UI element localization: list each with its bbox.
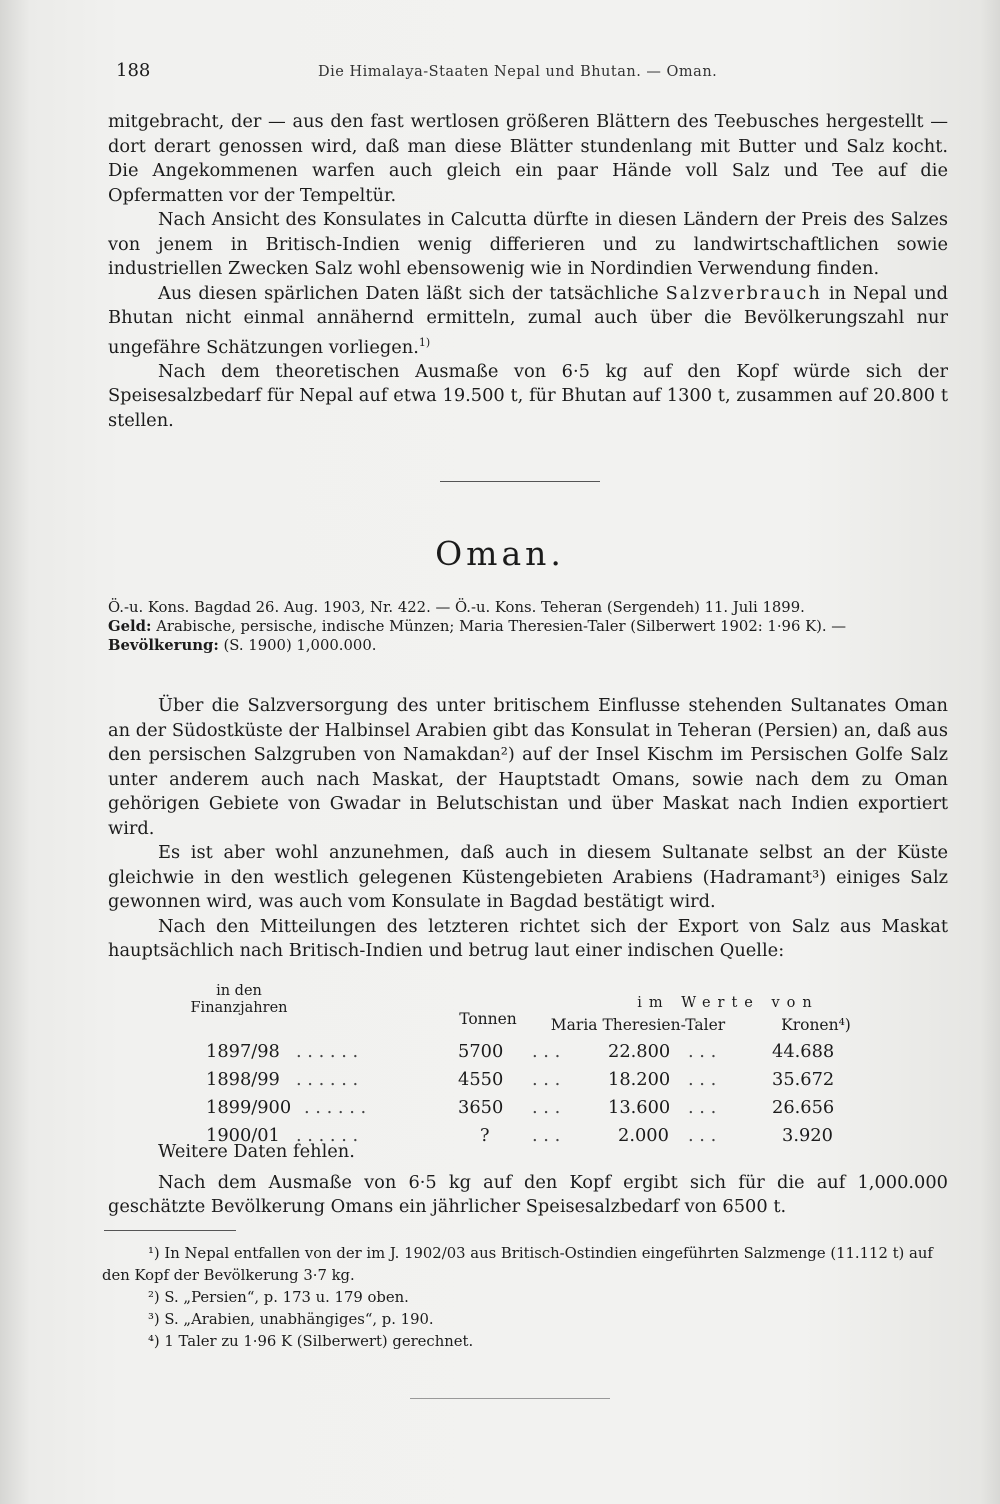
leader-dots: . . . bbox=[532, 1125, 561, 1146]
leader-dots: . . . bbox=[688, 1097, 717, 1118]
geld-text: Arabische, persische, indische Münzen; Maria Theresien-Taler (Silberwert 1902: 1·96 K). — bbox=[151, 618, 847, 635]
nepal-section bbox=[108, 110, 948, 433]
cell-taler: 22.800 bbox=[608, 1041, 671, 1062]
footnote: ⁴) 1 Taler zu 1·96 K (Silberwert) gerechnet. bbox=[148, 1333, 474, 1350]
text-span: in Nepal und Bhutan nicht einmal annähernd ermitteln, zumal auch über die Bevölkerungszahl nur ungefähre Schätzungen vorliegen. bbox=[108, 282, 948, 358]
cell-tonnen: 3650 bbox=[458, 1097, 504, 1118]
leader-dots: . . . bbox=[688, 1069, 717, 1090]
cell-year: 1898/99 bbox=[206, 1069, 280, 1090]
cell-year: 1900/01 bbox=[206, 1125, 280, 1146]
table-header-taler: Maria Theresien-Taler bbox=[550, 1016, 726, 1034]
cell-tonnen: 5700 bbox=[458, 1041, 504, 1062]
cell-taler: 13.600 bbox=[608, 1097, 671, 1118]
page-number: 188 bbox=[116, 60, 151, 81]
leader-dots: . . . bbox=[532, 1069, 561, 1090]
leader-dots: . . . bbox=[532, 1041, 561, 1062]
source-line bbox=[108, 617, 948, 636]
running-title: Die Himalaya-Staaten Nepal und Bhutan. — Oman. bbox=[318, 64, 718, 80]
paragraph: Nach Ansicht des Konsulates in Calcutta dürfte in diesen Ländern der Preis des Salzes von jenem in Britisch-Indien wenig differieren und zu landwirtschaftlichen sowie industriellen Zwecken Salz wohl ebensowenig wie in Nordindien Verwendung finden. bbox=[108, 209, 948, 279]
source-line: Ö.-u. Kons. Bagdad 26. Aug. 1903, Nr. 422. — Ö.-u. Kons. Teheran (Sergendeh) 11. Juli 1899. bbox=[108, 599, 805, 616]
leader-dots: . . . . . . bbox=[296, 1041, 359, 1062]
paragraph: Weitere Daten fehlen. bbox=[158, 1141, 355, 1162]
table-header-kronen: Kronen⁴) bbox=[781, 1016, 851, 1034]
geld-label: Geld: bbox=[108, 618, 152, 635]
cell-tonnen: 4550 bbox=[458, 1069, 504, 1090]
source-line bbox=[108, 636, 948, 655]
table-header-werte: im Werte von bbox=[637, 995, 819, 1011]
cell-year: 1897/98 bbox=[206, 1041, 280, 1062]
cell-kronen: 44.688 bbox=[772, 1041, 835, 1062]
text-span: Aus diesen spärlichen Daten läßt sich der tatsächliche bbox=[158, 282, 666, 304]
footnote-rule bbox=[104, 1230, 236, 1231]
cell-kronen: 35.672 bbox=[772, 1069, 835, 1090]
oman-closing bbox=[108, 1140, 948, 1220]
leader-dots: . . . bbox=[532, 1097, 561, 1118]
cell-taler: 18.200 bbox=[608, 1069, 671, 1090]
footnote-ref: 1) bbox=[418, 335, 431, 349]
paragraph: Nach den Mitteilungen des letzteren richtet sich der Export von Salz aus Maskat hauptsächlich nach Britisch-Indien und betrug laut einer indischen Quelle: bbox=[108, 915, 948, 961]
leader-dots: . . . bbox=[688, 1041, 717, 1062]
leader-dots: . . . . . . bbox=[304, 1097, 367, 1118]
cell-kronen: 3.920 bbox=[782, 1125, 833, 1146]
footnote: ¹) In Nepal entfallen von der im J. 1902/03 aus Britisch-Ostindien eingeführten Salzmenge (11.112 t) auf den Kopf der Bevölkerung 3·7 kg. bbox=[102, 1245, 933, 1284]
footnote: ²) S. „Persien“, p. 173 u. 179 oben. bbox=[148, 1289, 409, 1306]
table-row bbox=[108, 1069, 868, 1097]
source-notes bbox=[108, 598, 948, 655]
cell-kronen: 26.656 bbox=[772, 1097, 835, 1118]
paragraph: Nach dem theoretischen Ausmaße von 6·5 kg auf den Kopf würde sich der Speisesalzbedarf für Nepal auf etwa 19.500 t, für Bhutan auf 1300 t, zusammen auf 20.800 t stellen. bbox=[108, 360, 948, 431]
bottom-rule bbox=[410, 1398, 610, 1399]
oman-section bbox=[108, 694, 948, 964]
section-divider bbox=[440, 481, 600, 482]
paragraph: mitgebracht, der — aus den fast wertlosen größeren Blättern des Teebusches hergestellt — dort derart genossen wird, daß man diese Blätter stundenlang mit Butter und Salz kocht. Die Angekommenen warfen auch gleich ein paar Hände voll Salz und Tee auf die Opfermatten vor der Tempeltür. bbox=[108, 111, 948, 206]
table-header-year: in den Finanzjahren bbox=[190, 983, 288, 1016]
bevoelkerung-text: (S. 1900) 1,000.000. bbox=[218, 637, 377, 654]
footnotes bbox=[102, 1243, 962, 1353]
table-row bbox=[108, 1097, 868, 1125]
table-row bbox=[108, 1041, 868, 1069]
paragraph: Es ist aber wohl anzunehmen, daß auch in diesem Sultanate selbst an der Küste gleichwie in den westlich gelegenen Küstengebieten Arabiens (Hadramant³) einiges Salz gewonnen wird, was auch vom Konsulate in Bagdad bestätigt wird. bbox=[108, 842, 948, 912]
cell-tonnen: ? bbox=[480, 1125, 490, 1146]
cell-taler: 2.000 bbox=[618, 1125, 669, 1146]
leader-dots: . . . . . . bbox=[296, 1125, 359, 1146]
bevoelkerung-label: Bevölkerung: bbox=[108, 637, 219, 654]
paragraph bbox=[108, 282, 948, 360]
table-header-tonnen: Tonnen bbox=[459, 1010, 517, 1028]
paragraph: Nach dem Ausmaße von 6·5 kg auf den Kopf ergibt sich für die auf 1,000.000 geschätzte Bevölkerung Omans ein jährlicher Speisesalzbedarf von 6500 t. bbox=[108, 1171, 948, 1217]
leader-dots: . . . bbox=[688, 1125, 717, 1146]
footnote: ³) S. „Arabien, unabhängiges“, p. 190. bbox=[148, 1311, 434, 1328]
paragraph: Über die Salzversorgung des unter britischem Einflusse stehenden Sultanates Oman an der Südostküste der Halbinsel Arabien gibt das Konsulat in Teheran (Persien) an, daß aus den persischen Salzgruben von Namakdan²) auf der Insel Kischm im Persischen Golfe Salz unter anderem auch nach Maskat, der Hauptstadt Omans, sowie nach dem zu Oman gehörigen Gebiete von Gwadar in Belutschistan und über Maskat nach Indien exportiert wird. bbox=[108, 695, 948, 839]
spaced-term: Salzverbrauch bbox=[665, 282, 822, 304]
cell-year: 1899/900 bbox=[206, 1097, 292, 1118]
section-title: Oman. bbox=[435, 534, 565, 573]
leader-dots: . . . . . . bbox=[296, 1069, 359, 1090]
